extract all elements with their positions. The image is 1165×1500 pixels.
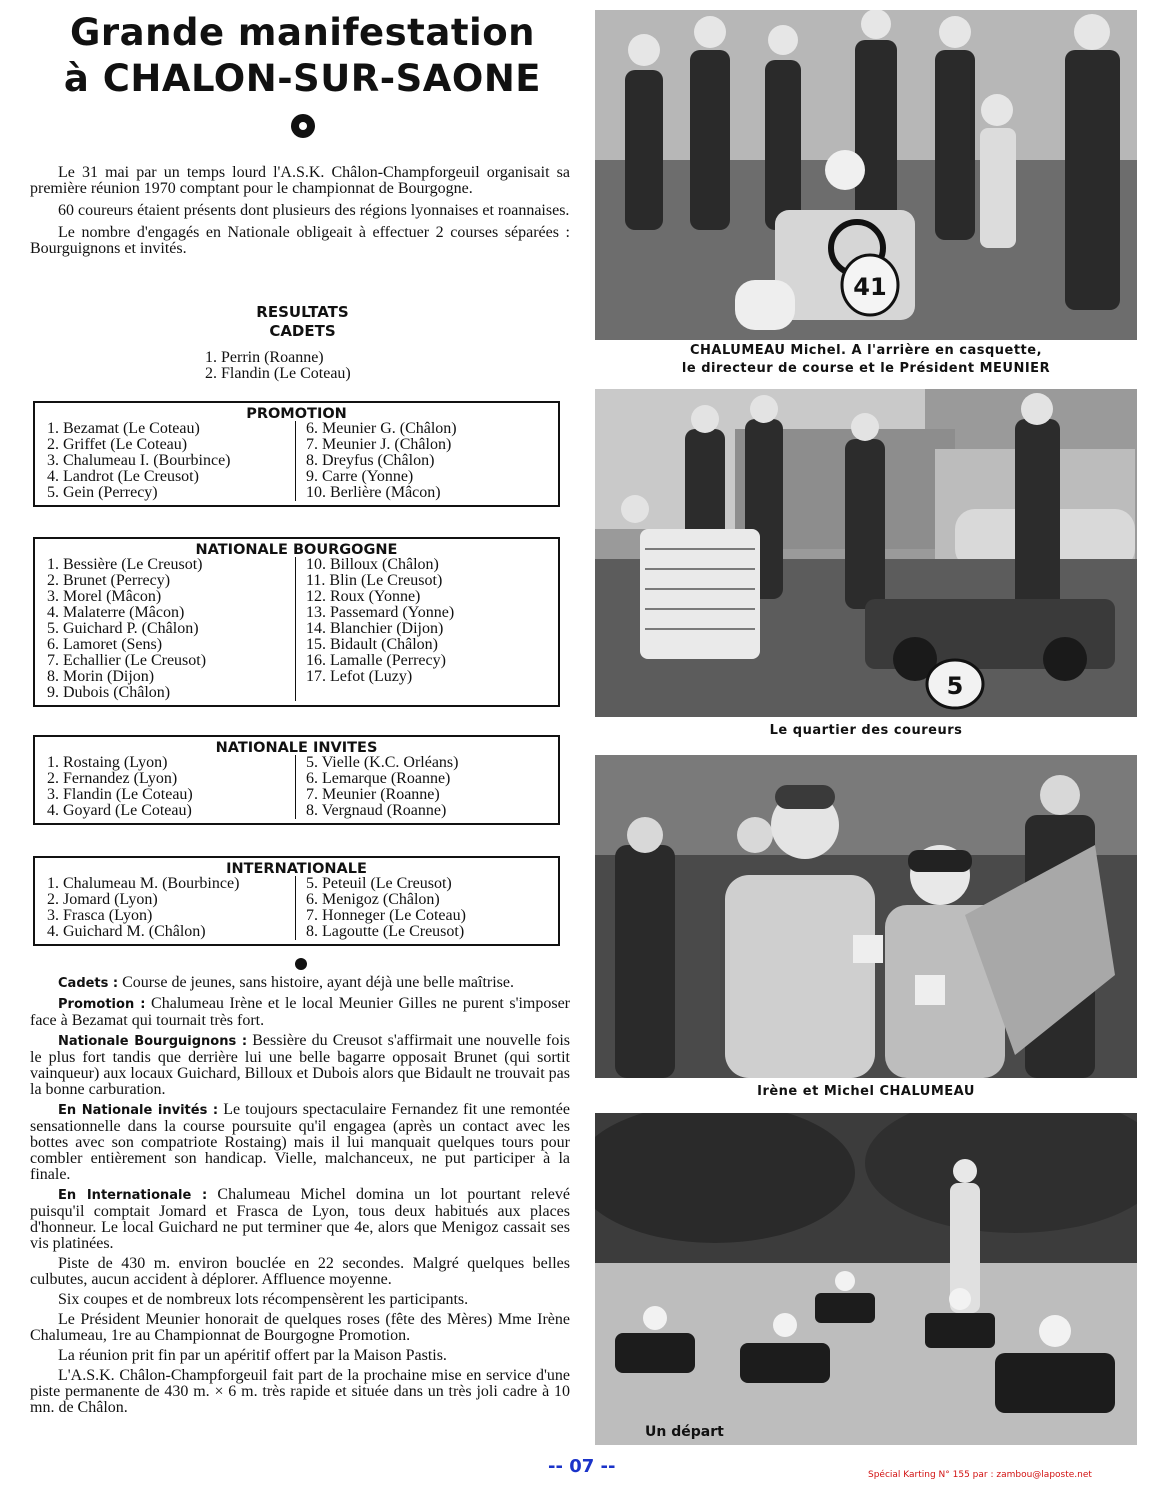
list-item: 11. Blin (Le Creusot) — [306, 572, 443, 589]
list-item: 10. Berlière (Mâcon) — [306, 484, 441, 501]
kart-number: 41 — [853, 273, 887, 301]
photo2-caption: Le quartier des coureurs — [769, 723, 963, 738]
results-heading — [30, 303, 575, 341]
comment-label: Nationale Bourguignons : — [58, 1034, 248, 1049]
list-item: 1. Chalumeau M. (Bourbince) — [47, 875, 240, 892]
photo-depart — [595, 1113, 1137, 1445]
comment-label: Cadets : — [58, 976, 119, 991]
list-item: 1. Bezamat (Le Coteau) — [47, 420, 200, 437]
list-item: 3. Chalumeau I. (Bourbince) — [47, 452, 231, 469]
comment-paragraph — [30, 1187, 570, 1252]
list-item: 1. Perrin (Roanne) — [205, 349, 324, 366]
box-title: NATIONALE INVITES — [215, 740, 378, 756]
photo1-caption — [595, 342, 1137, 378]
race-comments — [30, 975, 570, 1420]
photo4-caption: Un départ — [645, 1424, 724, 1440]
photo-chalumeau-kart — [595, 10, 1137, 340]
list-item: 3. Flandin (Le Coteau) — [47, 786, 193, 803]
nationale-invites-results-box — [33, 735, 560, 825]
list-item: 7. Echallier (Le Creusot) — [47, 652, 207, 669]
results-column-left — [47, 876, 296, 940]
results-title: RESULTATS — [256, 303, 349, 321]
results-column-right — [306, 755, 554, 819]
comment-text: Chalumeau Michel domina un lot pourtant relevé puisqu'il comptait Jomard et Frasca de Lyon, tous deux habitués aux places d'honneur. Le local Guichard ne put terminer que 4e, alors que Menigoz cassait ses vis platinées. — [30, 1186, 571, 1252]
results-column-right — [306, 876, 554, 940]
comment-paragraph: Six coupes et de nombreux lots récompensèrent les participants. — [58, 1291, 469, 1308]
box-title: INTERNATIONALE — [226, 861, 367, 877]
comment-label: En Internationale : — [58, 1188, 208, 1203]
comment-paragraph: L'A.S.K. Châlon-Champforgeuil fait part de la prochaine mise en service d'une piste permanente de 430 m. × 6 m. très rapide et située dans un très joli cadre à 10 mn. de Châlon. — [30, 1367, 570, 1416]
comment-label: Promotion : — [58, 997, 146, 1012]
comment-paragraph — [30, 1102, 570, 1183]
list-item: 16. Lamalle (Perrecy) — [306, 652, 446, 669]
list-item: 7. Meunier J. (Châlon) — [306, 436, 452, 453]
cadets-list — [205, 350, 351, 382]
title-ornament-icon — [291, 114, 315, 138]
title-line-1: Grande manifestation — [70, 11, 535, 54]
results-column-right — [306, 421, 554, 501]
list-item: 5. Peteuil (Le Creusot) — [306, 875, 452, 892]
list-item: 7. Honneger (Le Coteau) — [306, 907, 466, 924]
title-line-2: à CHALON-SUR-SAONE — [63, 57, 542, 100]
list-item: 2. Griffet (Le Coteau) — [47, 436, 188, 453]
list-item: 9. Dubois (Châlon) — [47, 684, 171, 701]
list-item: 8. Vergnaud (Roanne) — [306, 802, 447, 819]
photo3-caption: Irène et Michel CHALUMEAU — [757, 1084, 975, 1099]
separator-dot-icon — [295, 958, 307, 970]
list-item: 8. Dreyfus (Châlon) — [306, 452, 435, 469]
box-title: NATIONALE BOURGOGNE — [195, 542, 398, 558]
intro-text — [30, 165, 570, 263]
comment-label: En Nationale invités : — [58, 1103, 219, 1118]
list-item: 6. Lemarque (Roanne) — [306, 770, 451, 787]
results-column-left — [47, 421, 296, 501]
intro-paragraph: Le 31 mai par un temps lourd l'A.S.K. Châlon-Champforgeuil organisait sa première réunion 1970 comptant pour le championnat de Bourgogne. — [30, 164, 570, 197]
comment-text: Chalumeau Irène et le local Meunier Gilles ne purent s'imposer face à Bezamat qui tournait très fort. — [30, 995, 571, 1029]
list-item: 6. Meunier G. (Châlon) — [306, 420, 457, 437]
kart-number: 5 — [946, 672, 964, 700]
caption-line: le directeur de course et le Président MEUNIER — [681, 361, 1051, 376]
list-item: 4. Guichard M. (Châlon) — [47, 923, 206, 940]
intro-paragraph: Le nombre d'engagés en Nationale obligeait à effectuer 2 courses séparées : Bourguignons et invités. — [30, 224, 570, 257]
photo-quartier-coureurs-image — [595, 389, 1137, 717]
list-item: 14. Blanchier (Dijon) — [306, 620, 444, 637]
intro-paragraph: 60 coureurs étaient présents dont plusieurs des régions lyonnaises et roannaises. — [58, 202, 570, 219]
photo-irene-michel — [595, 755, 1137, 1078]
promotion-results-box — [33, 401, 560, 507]
comment-paragraph: Le Président Meunier honorait de quelques roses (fête des Mères) Mme Irène Chalumeau, 1re au Championnat de Bourgogne Promotion. — [30, 1311, 570, 1344]
article-column — [30, 0, 575, 1416]
internationale-results-box — [33, 856, 560, 946]
list-item: 2. Brunet (Perrecy) — [47, 572, 171, 589]
list-item: 8. Morin (Dijon) — [47, 668, 155, 685]
list-item: 3. Morel (Mâcon) — [47, 588, 162, 605]
list-item: 17. Lefot (Luzy) — [306, 668, 413, 685]
list-item: 15. Bidault (Châlon) — [306, 636, 438, 653]
list-item: 6. Menigoz (Châlon) — [306, 891, 440, 908]
nationale-bourgogne-results-box — [33, 537, 560, 707]
comment-paragraph — [30, 975, 570, 992]
list-item: 5. Gein (Perrecy) — [47, 484, 158, 501]
results-column-left — [47, 755, 296, 819]
list-item: 9. Carre (Yonne) — [306, 468, 414, 485]
list-item: 4. Landrot (Le Creusot) — [47, 468, 199, 485]
list-item: 6. Lamoret (Sens) — [47, 636, 163, 653]
list-item: 5. Guichard P. (Châlon) — [47, 620, 199, 637]
cadets-title: CADETS — [269, 322, 336, 340]
list-item: 2. Jomard (Lyon) — [47, 891, 158, 908]
comment-paragraph — [30, 996, 570, 1029]
article-title — [30, 10, 575, 102]
comment-text: Bessière du Creusot s'affirmait une nouvelle fois le plus fort tandis que derrière lui une belle bagarre opposait Brunet (qui sortit vainqueur) aux locaux Guichard, Billoux et Dubois alors que Bidault ne trouvait pas la bonne carburation. — [30, 1032, 571, 1098]
photo-irene-michel-image — [595, 755, 1137, 1078]
results-column-left — [47, 557, 296, 701]
comment-text: Le toujours spectaculaire Fernandez fit une remontée sensationnelle dans la course poursuite qu'il engagea (après un contact avec les bottes avec son compatriote Rostaing) mais il lui manquait quelques tours pour combler entièrement son handicap. Vielle, malchanceux, ne put participer à la finale. — [30, 1101, 571, 1183]
results-column-right — [306, 557, 554, 701]
list-item: 2. Fernandez (Lyon) — [47, 770, 178, 787]
list-item: 4. Goyard (Le Coteau) — [47, 802, 192, 819]
list-item: 13. Passemard (Yonne) — [306, 604, 455, 621]
comment-paragraph: Piste de 430 m. environ bouclée en 22 secondes. Malgré quelques belles culbutes, aucun accident à déplorer. Affluence moyenne. — [30, 1255, 570, 1288]
list-item: 1. Rostaing (Lyon) — [47, 754, 168, 771]
list-item: 2. Flandin (Le Coteau) — [205, 365, 351, 382]
caption-line: CHALUMEAU Michel. A l'arrière en casquette, — [689, 343, 1043, 358]
list-item: 5. Vielle (K.C. Orléans) — [306, 754, 459, 771]
photo-quartier-coureurs — [595, 389, 1137, 717]
list-item: 10. Billoux (Châlon) — [306, 556, 439, 573]
comment-text: Course de jeunes, sans histoire, ayant déjà une belle maîtrise. — [122, 974, 515, 991]
page-number: -- 07 -- — [548, 1456, 616, 1477]
list-item: 3. Frasca (Lyon) — [47, 907, 153, 924]
list-item: 1. Bessière (Le Creusot) — [47, 556, 203, 573]
footer-credit: Spécial Karting N° 155 par : zambou@laposte.net — [868, 1470, 1092, 1480]
list-item: 4. Malaterre (Mâcon) — [47, 604, 185, 621]
box-title: PROMOTION — [246, 406, 347, 422]
comment-paragraph — [30, 1033, 570, 1098]
list-item: 7. Meunier (Roanne) — [306, 786, 440, 803]
comment-paragraph: La réunion prit fin par un apéritif offert par la Maison Pastis. — [58, 1347, 447, 1364]
photo-depart-image — [595, 1113, 1137, 1445]
photo-chalumeau-kart-image — [595, 10, 1137, 340]
list-item: 12. Roux (Yonne) — [306, 588, 421, 605]
list-item: 8. Lagoutte (Le Creusot) — [306, 923, 465, 940]
